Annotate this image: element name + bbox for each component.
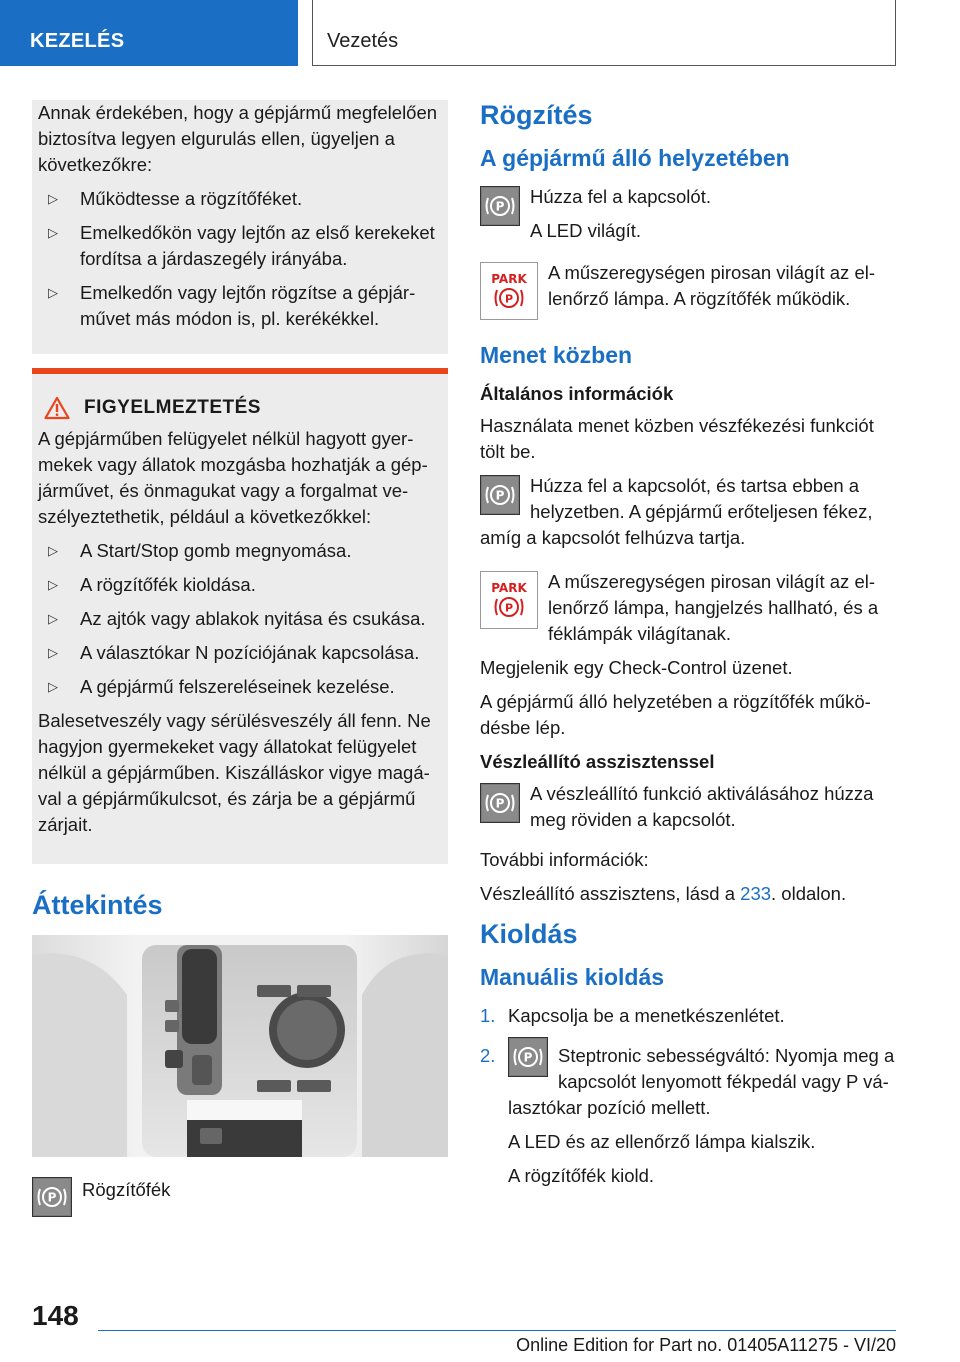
step-number: 2. [480, 1045, 496, 1066]
right-column [480, 100, 896, 1197]
driving-park-row [480, 569, 896, 655]
svg-text:P: P [47, 1190, 57, 1205]
manual-release-heading: Manuális kioldás [480, 964, 665, 990]
stationary-park-text: A műszeregységen pirosan világít az ellenőrző lámpa. A rögzítőfék működik. [548, 262, 876, 309]
overview-caption: Rögzítőfék [82, 1179, 171, 1200]
assist-text: A vészleállító funkció aktiválásához húzza meg röviden a kapcsolót. [530, 783, 874, 830]
intro-box [32, 100, 448, 354]
footer-divider [98, 1330, 896, 1331]
warning-box [32, 368, 448, 864]
warning-text: A gépjárműben felügyelet nélkül hagyott gyermekek vagy állatok mozgásba hozhatják a gépjárművet, és önmagukat vagy a forgalmat veszélyeztethetik, például a következőkkel: [38, 428, 428, 527]
warning-triangle-icon [44, 396, 70, 420]
triangle-bullet-icon: ▷ [48, 225, 58, 240]
list-item: ▷ A választókar N pozíciójának kapcsolása. [38, 640, 442, 666]
intro-text: Annak érdekében, hogy a gépjármű megfelelően biztosítva legyen elgurulás ellen, ügyeljen a következőkre: [38, 102, 438, 175]
triangle-bullet-icon: ▷ [48, 679, 58, 694]
stationary-engage-text: A gépjármű álló helyzetében a rögzítőfék működésbe lép. [480, 691, 871, 738]
svg-text:P: P [504, 601, 514, 615]
step-item: 2. P Steptronic sebességváltó: Nyomja meg a kapcsolót lenyomott fékpedál vagy P választókar pozíció mellett. A LED és az ellenőrző lámpa kialszik. A rögzítőfék kiold. [480, 1043, 896, 1189]
svg-text:P: P [504, 292, 514, 306]
step-item: 1. Kapcsolja be a menetkészenlétet. [480, 1003, 896, 1029]
check-control-text: Megjelenik egy Check-Control üzenet. [480, 657, 793, 678]
more-info-label: További információk: [480, 849, 649, 870]
page-link[interactable]: 233 [740, 883, 772, 904]
general-info-heading: Általános információk [480, 383, 674, 404]
assist-row [480, 781, 896, 841]
driving-heading: Menet közben [480, 342, 633, 368]
left-column [32, 100, 448, 1223]
step2-result-b: A rögzítőfék kiold. [508, 1165, 655, 1186]
locking-heading: Rögzítés [480, 100, 593, 130]
warning-title: FIGYELMEZTETÉS [84, 397, 261, 418]
stationary-heading: A gépjármű álló helyzetében [480, 145, 790, 171]
driving-pull-text: Húzza fel a kapcsolót, és tartsa ebben a helyzetben. A gépjármű erőteljesen fékez, amíg a kapcsolót felhúzva tartja. [480, 475, 873, 548]
stationary-park-row [480, 260, 896, 326]
warning-heading [38, 396, 442, 420]
list-item: ▷ A gépjármű felszereléseinek kezelése. [38, 674, 442, 700]
svg-text:PARK: PARK [491, 581, 527, 595]
assist-heading: Vészleállító asszisztenssel [480, 751, 715, 772]
park-warning-lamp-icon [480, 571, 538, 629]
page-number: 148 [32, 1300, 79, 1331]
general-info-text: Használata menet közben vészfékezési funkciót tölt be. [480, 415, 874, 462]
release-heading: Kioldás [480, 919, 578, 949]
release-steps [480, 1003, 896, 1189]
triangle-bullet-icon: ▷ [48, 577, 58, 592]
svg-text:P: P [495, 488, 505, 503]
svg-text:P: P [495, 199, 505, 214]
parking-brake-icon [32, 1177, 72, 1217]
list-item: ▷ Emelkedőkön vagy lejtőn az első kerekeket fordítsa a járdaszegély irányába. [48, 222, 435, 269]
list-item: ▷ A rögzítőfék kioldása. [38, 572, 442, 598]
caption-row [32, 1175, 448, 1223]
assist-reference: Vészleállító asszisztens, lásd a 233. oldalon. [480, 883, 847, 904]
parking-brake-icon [480, 783, 520, 823]
park-warning-lamp-icon [480, 262, 538, 320]
list-item: ▷ A Start/Stop gomb megnyomása. [38, 538, 442, 564]
parking-brake-icon [508, 1037, 548, 1077]
svg-text:P: P [523, 1050, 533, 1065]
chapter-header [312, 0, 896, 66]
list-item: ▷ Az ajtók vagy ablakok nyitása és csukása. [38, 606, 442, 632]
footer-edition: Online Edition for Part no. 01405A11275 - VI/20 [516, 1335, 896, 1355]
center-console-illustration [32, 935, 448, 1157]
intro-list [38, 186, 442, 332]
triangle-bullet-icon: ▷ [48, 191, 58, 206]
warning-conclusion: Balesetveszély vagy sérülésveszély áll fenn. Ne hagyjon gyermekeket vagy állatokat felügyelet nélkül a gépjárműben. Kiszálláskor vigye magával a gépjárműkulcsot, és zárja be a gépjármű zárjait. [38, 710, 431, 835]
driving-pull-row [480, 473, 896, 559]
stationary-step2: A LED világít. [530, 220, 642, 241]
step2-result-a: A LED és az ellenőrző lámpa kialszik. [508, 1131, 816, 1152]
step-number: 1. [480, 1005, 496, 1026]
warning-list [38, 538, 442, 700]
svg-text:P: P [495, 796, 505, 811]
list-item: ▷ Működtesse a rögzítőféket. [38, 186, 442, 212]
chapter-title: Vezetés [327, 30, 399, 52]
section-tab [0, 0, 298, 66]
triangle-bullet-icon: ▷ [48, 645, 58, 660]
overview-heading: Áttekintés [32, 890, 163, 920]
parking-brake-icon [480, 186, 520, 226]
section-title: KEZELÉS [30, 30, 125, 52]
triangle-bullet-icon: ▷ [48, 611, 58, 626]
list-item: ▷ Emelkedőn vagy lejtőn rögzítse a gépjárművet más módon is, pl. kerékékkel. [48, 282, 416, 329]
parking-brake-icon [480, 475, 520, 515]
triangle-bullet-icon: ▷ [48, 543, 58, 558]
triangle-bullet-icon: ▷ [48, 285, 58, 300]
driving-park-text: A műszeregységen pirosan világít az ellenőrző lámpa, hangjelzés hallható, és a féklámpák világítanak. [548, 571, 879, 644]
svg-text:PARK: PARK [491, 272, 527, 286]
console-photo [32, 935, 448, 1157]
stationary-pull-row [480, 184, 896, 252]
stationary-step1: Húzza fel a kapcsolót. [530, 186, 711, 207]
